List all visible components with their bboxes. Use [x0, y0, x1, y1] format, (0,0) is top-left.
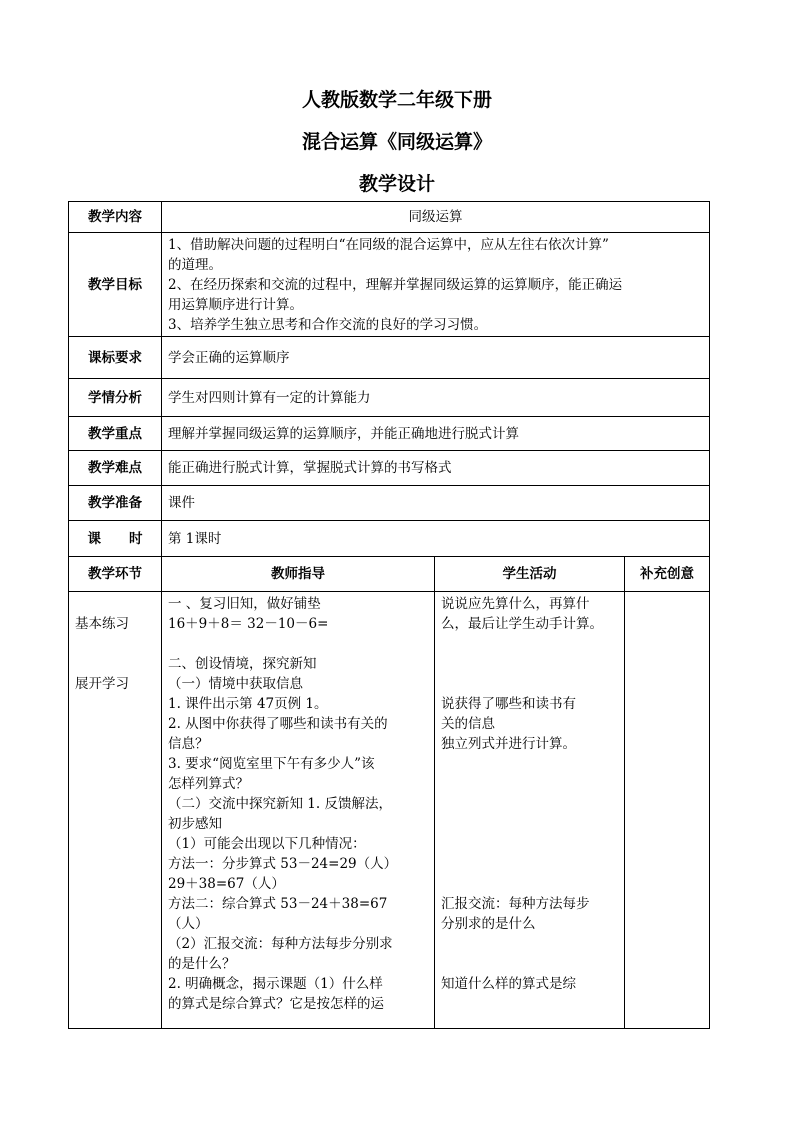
process-content-row	[69, 592, 710, 1029]
row-goals	[69, 233, 710, 337]
teacher-line: 2. 从图中你获得了哪些和读书有关的	[168, 716, 388, 732]
row-preparation	[69, 486, 710, 521]
teacher-guidance-cell	[162, 592, 435, 1029]
teacher-line: （人）	[168, 916, 209, 932]
row-analysis	[69, 379, 710, 417]
teacher-line: 16＋9＋8＝ 32－10－6=	[168, 616, 329, 632]
label-goals: 教学目标	[69, 233, 162, 337]
label-difficulty: 教学难点	[69, 451, 162, 486]
label-period-a: 课	[87, 530, 101, 547]
value-content: 同级运算	[162, 202, 710, 233]
student-line: 关的信息	[441, 716, 495, 732]
student-line: 独立列式并进行计算。	[441, 736, 576, 752]
value-period: 第 1课时	[162, 521, 710, 557]
teacher-line: 的是什么？	[168, 956, 236, 972]
teacher-line: （一）情境中获取信息	[168, 676, 303, 692]
value-goals	[162, 233, 710, 337]
teacher-line: 2. 明确概念，揭示课题（1）什么样	[168, 976, 383, 992]
goal-line: 3、培养学生独立思考和合作交流的良好的学习习惯。	[168, 316, 488, 333]
label-standard: 课标要求	[69, 337, 162, 379]
teacher-line: 方法一：分步算式 53－24=29（人）	[168, 856, 398, 872]
goal-line: 2、在经历探索和交流的过程中，理解并掌握同级运算的运算顺序，能正确运	[168, 276, 623, 293]
title-line-1: 人教版数学二年级下册	[301, 89, 492, 111]
value-analysis: 学生对四则计算有一定的计算能力	[162, 379, 710, 417]
student-activity-cell	[435, 592, 625, 1029]
process-header-row	[69, 557, 710, 592]
teacher-line: （二）交流中探究新知 1. 反馈解法，	[168, 796, 392, 812]
label-key-point: 教学重点	[69, 417, 162, 451]
teacher-line: 二、创设情境，探究新知	[168, 656, 317, 672]
row-key-point	[69, 417, 710, 451]
teacher-line: 1. 课件出示第 47页例 1。	[168, 696, 328, 712]
teacher-line: 方法二：综合算式 53－24＋38=67	[168, 896, 388, 912]
student-line: 说获得了哪些和读书有	[441, 696, 576, 712]
label-period	[69, 521, 162, 557]
value-key-point: 理解并掌握同级运算的运算顺序，并能正确地进行脱式计算	[162, 417, 710, 451]
label-content: 教学内容	[69, 202, 162, 233]
title-line-3: 教学设计	[358, 173, 435, 195]
header-student: 学生活动	[435, 557, 625, 592]
teacher-line: 的算式是综合算式？它是按怎样的运	[168, 996, 384, 1012]
teacher-line: （2）汇报交流：每种方法每步分别求	[168, 936, 393, 952]
label-preparation: 教学准备	[69, 486, 162, 521]
stage-cell	[69, 592, 162, 1029]
header-teacher: 教师指导	[162, 557, 435, 592]
student-line: 么，最后让学生动手计算。	[441, 616, 603, 632]
supplement-cell	[625, 592, 710, 1029]
row-difficulty	[69, 451, 710, 486]
header-supplement: 补充创意	[625, 557, 710, 592]
label-analysis: 学情分析	[69, 379, 162, 417]
lesson-plan-table	[68, 201, 710, 1029]
value-standard: 学会正确的运算顺序	[162, 337, 710, 379]
teacher-line: 初步感知	[168, 816, 222, 832]
stage-expand-learning: 展开学习	[75, 676, 129, 692]
teacher-line: （1）可能会出现以下几种情况：	[168, 836, 366, 852]
goal-line: 用运算顺序进行计算。	[168, 296, 303, 313]
teacher-line: 一 、复习旧知，做好铺垫	[168, 596, 321, 612]
label-period-b: 时	[129, 530, 143, 547]
teacher-line: 3. 要求“阅览室里下午有多少人”该	[168, 756, 375, 772]
student-line: 分别求的是什么	[441, 916, 536, 932]
teacher-line: 怎样列算式？	[168, 776, 249, 792]
title-line-2: 混合运算《同级运算》	[301, 131, 492, 153]
row-standard	[69, 337, 710, 379]
goal-line: 的道理。	[168, 256, 222, 273]
value-preparation: 课件	[162, 486, 710, 521]
value-difficulty: 能正确进行脱式计算，掌握脱式计算的书写格式	[162, 451, 710, 486]
student-line: 汇报交流：每种方法每步	[441, 896, 590, 912]
student-line: 知道什么样的算式是综	[441, 976, 576, 992]
row-content	[69, 202, 710, 233]
teacher-line: 29＋38=67（人）	[168, 876, 285, 892]
stage-basic-practice: 基本练习	[75, 616, 129, 632]
teacher-line: 信息？	[168, 736, 209, 752]
student-line: 说说应先算什么，再算什	[441, 596, 590, 612]
goal-line: 1、借助解决问题的过程明白“在同级的混合运算中，应从左往右依次计算”	[168, 236, 609, 253]
header-stage: 教学环节	[69, 557, 162, 592]
row-period	[69, 521, 710, 557]
